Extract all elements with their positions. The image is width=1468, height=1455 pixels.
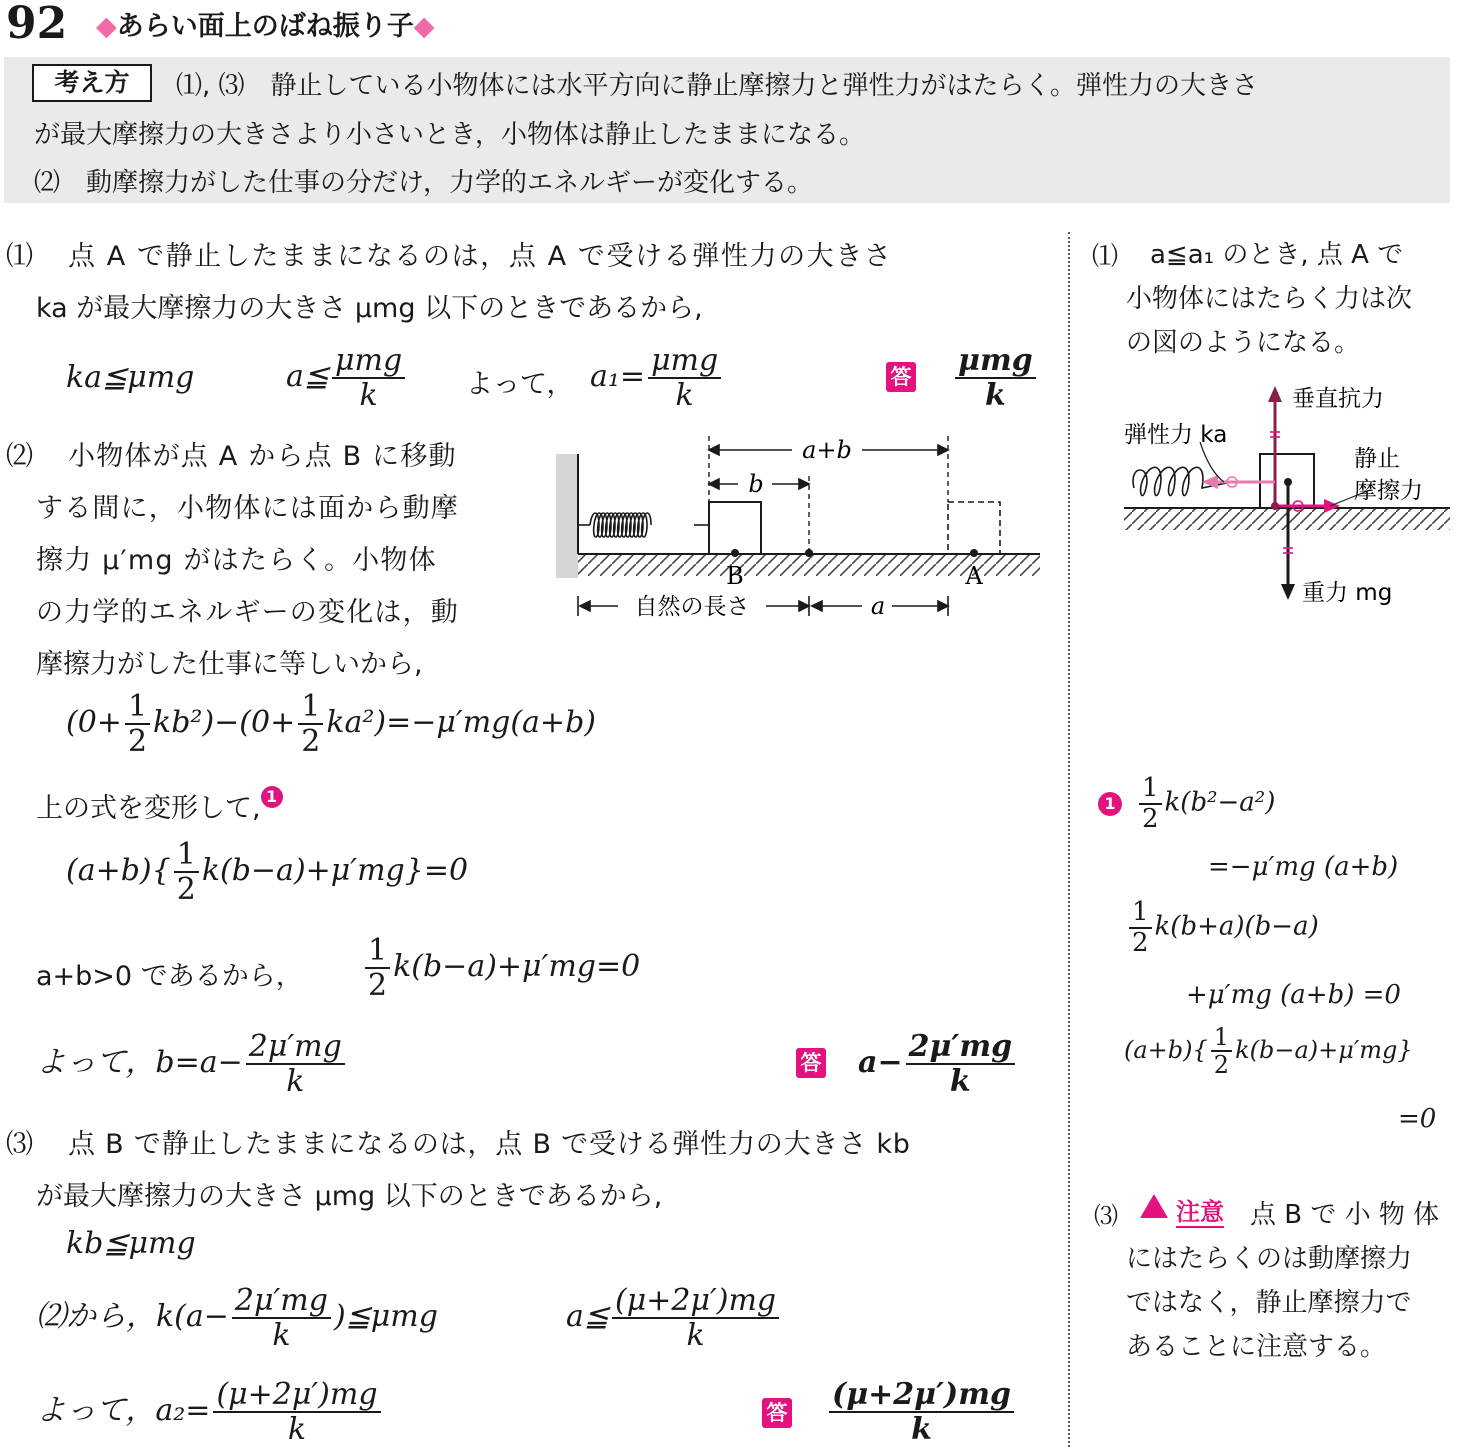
factored-equation: (a+b){ $\frac{1}{2}$ k(b−a)+μ′mg}=0 <box>66 837 469 907</box>
part1-eq1: ka≦μmg <box>66 360 195 395</box>
label-gravity: 重力 mg <box>1302 580 1393 606</box>
hint-line-3: ⑵ 動摩擦力がした仕事の分だけ，力学的エネルギーが変化する。 <box>34 168 813 198</box>
part3-line-1: 点 B で静止したままになるのは，点 B で受ける弾性力の大きさ kb <box>68 1129 911 1160</box>
energy-equation: (0+ $\frac{1}{2}$ kb²)−(0+ $\frac{1}{2}$ ka²)=−μ′mg(a+b) <box>66 689 596 759</box>
label-a-plus-b: a+b <box>802 436 852 464</box>
wall <box>556 454 578 578</box>
arrow-up-icon <box>1268 386 1282 402</box>
note-1-line-1: $\frac{1}{2}$ k(b²−a²) <box>1136 774 1275 833</box>
note-1-line-2: =−μ′mg (a+b) <box>1208 852 1399 882</box>
note-1-line-3: $\frac{1}{2}$ k(b+a)(b−a) <box>1126 898 1319 957</box>
condition-text: a+b>0 であるから， <box>36 961 303 992</box>
point-a <box>970 549 978 557</box>
diamond-icon: ◆ <box>413 11 435 42</box>
side1-label: ⑴ <box>1092 242 1119 272</box>
label-static-2: 摩擦力 <box>1354 478 1423 504</box>
part2-line-1: 小物体が点 A から点 B に移動 <box>68 441 457 472</box>
answer-mark-icon: 答 <box>796 1048 826 1078</box>
note-1-line-6: =0 <box>1398 1104 1437 1134</box>
part1-answer: $\frac{\text{μmg}}{k}$ <box>952 344 1039 412</box>
part3-result: よって，a₂= $\frac{(\mu+2\mu')mg}{k}$ <box>36 1378 384 1446</box>
part1-line-1: 点 A で静止したままになるのは，点 A で受ける弾性力の大きさ <box>68 241 893 272</box>
title-text: あらい面上のばね振り子 <box>116 11 414 42</box>
side3-label: ⑶ <box>1094 1202 1118 1230</box>
note-1-line-5: (a+b){ $\frac{1}{2}$ k(b−a)+μ′mg} <box>1124 1023 1413 1080</box>
label-elastic-force: 弾性力 ka <box>1124 422 1228 448</box>
part2-answer: a− $\frac{2\mu'mg}{k}$ <box>858 1030 1018 1098</box>
transform-text: 上の式を変形して, 1 <box>36 786 283 825</box>
answer-mark-icon: 答 <box>762 1398 792 1428</box>
problem-number: 92 <box>6 0 68 49</box>
result-b: よって，b=a− $\frac{2\mu'mg}{k}$ <box>36 1030 348 1098</box>
part1-line-2: ka が最大摩擦力の大きさ μmg 以下のときであるから, <box>36 293 703 324</box>
condition-equation: $\frac{1}{2}$ k(b−a)+μ′mg=0 <box>362 934 640 1002</box>
side1-line-2: 小物体にはたらく力は次 <box>1126 284 1413 314</box>
side1-line-1: a≦a₁ のとき, 点 A で <box>1150 240 1404 270</box>
caution-label: 注意 <box>1176 1198 1224 1226</box>
part1-label: ⑴ <box>6 241 33 272</box>
spring-diagram <box>552 432 1052 632</box>
side3-line-1: 点 B で 小 物 体 <box>1250 1200 1440 1230</box>
part1-therefore: よって， <box>466 369 574 400</box>
answer-mark-icon: 答 <box>886 362 916 392</box>
part3-eq1: kb≦μmg <box>66 1226 196 1261</box>
side1-line-3: の図のようになる。 <box>1126 328 1361 358</box>
note-1-icon: 1 <box>261 786 283 808</box>
point-b <box>731 549 739 557</box>
hint-line-2: が最大摩擦力の大きさより小さいとき，小物体は静止したままになる。 <box>34 120 865 150</box>
spring <box>578 513 709 537</box>
label-point-b: B <box>726 562 744 590</box>
label-b: b <box>748 470 764 498</box>
part3-label: ⑶ <box>6 1129 33 1160</box>
hint-label: 考え方 <box>32 64 152 102</box>
part3-answer: $\frac{(\mu+2\mu')mg}{k}$ <box>826 1378 1017 1446</box>
hint-line-1: ⑴, ⑶ 静止している小物体には水平方向に静止摩擦力と弾性力がはたらく。弾性力の大きさ <box>176 71 1259 101</box>
part1-eq2: a≦ $\frac{\text{μmg}}{k}$ <box>286 344 408 412</box>
label-point-a: A <box>965 562 983 590</box>
part2-label: ⑵ <box>6 441 33 472</box>
part1-eq3: a₁= $\frac{\text{μmg}}{k}$ <box>590 344 724 412</box>
block-at-a <box>948 502 1000 554</box>
note-1-line-4: +μ′mg (a+b) =0 <box>1186 980 1401 1010</box>
caution-icon <box>1140 1194 1168 1220</box>
note-1-icon: 1 <box>1098 792 1122 816</box>
side3-line-3: ではなく，静止摩擦力で <box>1126 1288 1412 1318</box>
label-normal-force: 垂直抗力 <box>1292 386 1384 412</box>
arrow-down-icon <box>1281 584 1295 600</box>
label-a: a <box>870 592 886 620</box>
side3-line-2: にはたらくのは動摩擦力 <box>1126 1244 1413 1274</box>
part3-eq3: a≦ $\frac{(\mu+2\mu')mg}{k}$ <box>566 1284 782 1352</box>
part3-eq2: ⑵から，k(a− $\frac{2\mu'mg}{k}$ )≦μmg <box>36 1283 438 1353</box>
force-diagram <box>1120 380 1460 610</box>
problem-title <box>96 4 435 43</box>
label-natural-length: 自然の長さ <box>634 594 750 620</box>
part2-line-2: する間に，小物体には面から動摩 <box>36 493 459 524</box>
side3-line-4: あることに注意する。 <box>1126 1332 1387 1362</box>
column-divider <box>1068 232 1070 1447</box>
label-static-1: 静止 <box>1354 446 1400 472</box>
part2-line-4: の力学的エネルギーの変化は，動 <box>36 597 459 628</box>
part2-line-5: 摩擦力がした仕事に等しいから, <box>36 649 423 680</box>
block <box>709 502 761 554</box>
part3-line-2: が最大摩擦力の大きさ μmg 以下のときであるから, <box>36 1181 663 1212</box>
diamond-icon: ◆ <box>96 11 117 42</box>
part2-line-3: 擦力 μ′mg がはたらく。小物体 <box>36 545 437 576</box>
